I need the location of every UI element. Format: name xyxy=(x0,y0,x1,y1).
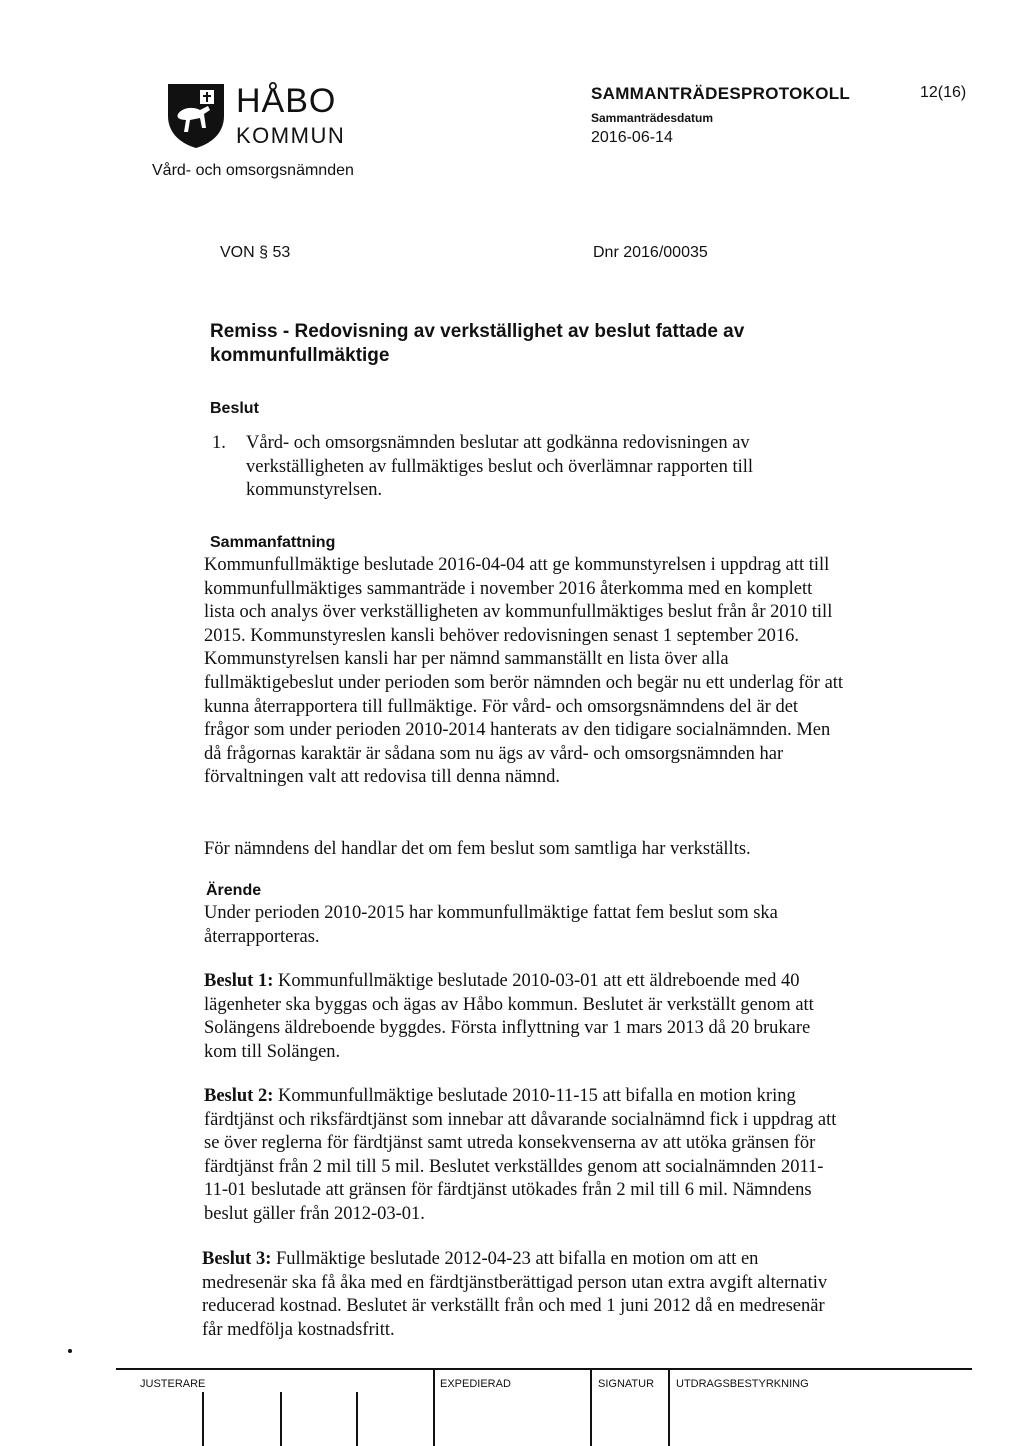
decision-2-text: Kommunfullmäktige beslutade 2010-11-15 att bifalla en motion kring färdtjänst och riksfärdtjänst som innebar att dåvarande socialnämnd fick i uppdrag att se över reglerna för färdtjänst samt utreda konsekvenserna av att utöka gränsen för färdtjänst från 2 mil till 5 mil. Beslutet verkställdes genom att socialnämnden 2011-11-01 beslutade att gränsen för färdtjänst utökades från 2 mil till 6 mil. Nämndens beslut gäller från 2012-03-01. xyxy=(204,1086,837,1224)
committee-name: Vård- och omsorgsnämnden xyxy=(152,162,354,179)
summary-text: Kommunfullmäktige beslutade 2016-04-04 att ge kommunstyrelsen i uppdrag att till kommunfullmäktiges sammanträde i november 2016 återkomma med en komplett lista och analys över verkställigheten av kommunfullmäktiges beslut från år 2010 till 2015. Kommunstyreslen kansli behöver redovisningen senast 1 september 2016. Kommunstyrelsen kansli har per nämnd sammanställt en lista över alla fullmäktigebeslut under perioden som berör nämnden och begär nu ett underlag för att kunna återrapportera till fullmäktige. För vård- och omsorgsnämndens del är det frågor som under perioden 2010-2014 hanterats av den tidigare socialnämnden. Men då frågornas karaktär är sådana som nu ägs av vård- och omsorgsnämnden har förvaltningen valt att redovisa till denna nämnd. xyxy=(204,555,844,788)
case-decision-3 xyxy=(202,1248,842,1342)
decision-text: Vård- och omsorgsnämnden beslutar att godkänna redovisningen av verkställigheten av fullmäktiges beslut och överlämnar rapporten till kommunstyrelsen. xyxy=(246,433,754,501)
habo-coat-of-arms-logo xyxy=(164,80,228,150)
footer-dispatched-label: EXPEDIERAD xyxy=(440,1378,511,1390)
decision-list-item xyxy=(212,432,832,503)
beslut-heading: Beslut xyxy=(210,400,259,417)
decision-1-text: Kommunfullmäktige beslutade 2010-03-01 att ett äldreboende med 40 lägenheter ska byggas och ägas av Håbo kommun. Beslutet är verkställt genom att Solängens äldreboende byggdes. Första inflyttning var 1 mars 2013 då 20 brukare kom till Solängen. xyxy=(204,971,814,1062)
footer-divider xyxy=(668,1370,670,1446)
case-intro: Under perioden 2010-2015 har kommunfullmäktige fattat fem beslut som ska återrapporteras. xyxy=(204,903,778,947)
meeting-date: 2016-06-14 xyxy=(591,129,673,146)
decision-3-text: Fullmäktige beslutade 2012-04-23 att bifalla en motion om att en medresenär ska få åka med en färdtjänstberättigad person utan extra avgift alternativ reducerad kostnad. Beslutet är verkställt från och med 1 juni 2012 då en medresenär får medfölja kostnadsfritt. xyxy=(202,1249,828,1340)
margin-mark xyxy=(68,1349,72,1353)
diary-number: Dnr 2016/00035 xyxy=(593,244,708,261)
signature-box-divider xyxy=(202,1392,204,1446)
decision-3-label: Beslut 3: xyxy=(202,1249,272,1269)
section-reference: VON § 53 xyxy=(220,244,291,261)
meeting-date-label: Sammanträdesdatum xyxy=(591,111,714,125)
decision-1-label: Beslut 1: xyxy=(204,971,274,991)
footer-certification-label: UTDRAGSBESTYRKNING xyxy=(676,1378,809,1390)
signature-box-divider xyxy=(280,1392,282,1446)
footer-adjuster-label: JUSTERARE xyxy=(140,1378,206,1390)
case-decision-1 xyxy=(204,970,844,1064)
brand-name: HÅBO xyxy=(236,82,337,120)
decision-2-label: Beslut 2: xyxy=(204,1086,274,1106)
summary-conclusion: För nämndens del handlar det om fem beslut som samtliga har verkställts. xyxy=(204,839,751,859)
case-decision-2 xyxy=(204,1085,844,1227)
footer-divider xyxy=(590,1370,592,1446)
case-heading: Ärende xyxy=(206,882,262,899)
brand-subtitle: KOMMUN xyxy=(236,123,346,148)
document-type: SAMMANTRÄDESPROTOKOLL xyxy=(591,84,851,103)
page-number: 12(16) xyxy=(920,84,967,101)
summary-heading: Sammanfattning xyxy=(210,534,336,551)
document-title: Remiss - Redovisning av verkställighet av beslut fattade av kommunfullmäktige xyxy=(210,321,745,366)
footer-rule xyxy=(116,1368,972,1370)
signature-box-divider xyxy=(356,1392,358,1446)
footer-signature-label: SIGNATUR xyxy=(598,1378,655,1390)
decision-number: 1. xyxy=(212,433,226,453)
footer-divider xyxy=(433,1370,435,1446)
